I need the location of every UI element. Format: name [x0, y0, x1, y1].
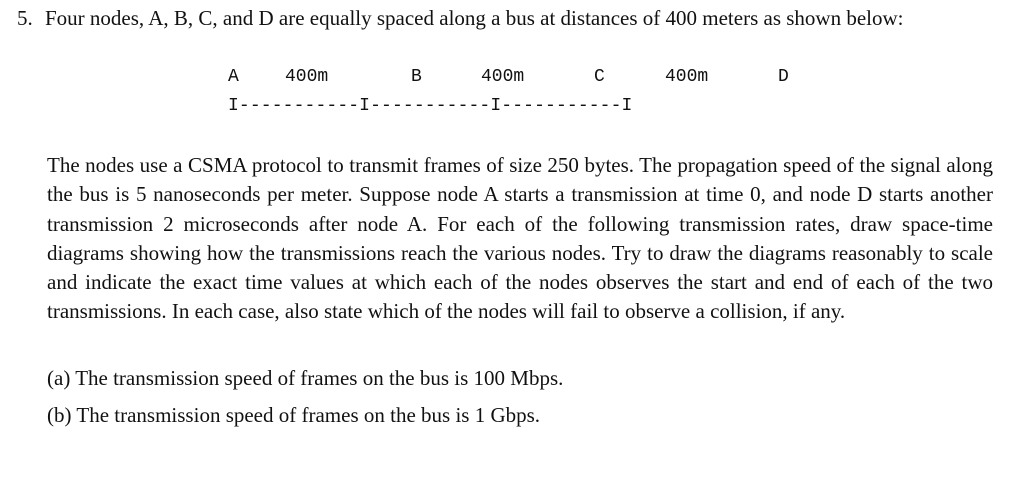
part-a-text: The transmission speed of frames on the bus is 100 Mbps.	[75, 366, 564, 390]
part-b-label: (b)	[47, 403, 72, 427]
distance-label-bc: 400m	[481, 67, 525, 87]
problem-number: 5.	[17, 6, 33, 30]
node-label-a: A	[228, 67, 239, 87]
distance-label-ab: 400m	[285, 67, 329, 87]
problem-statement	[17, 6, 904, 31]
part-b	[47, 403, 540, 428]
bus-line: I-----------I-----------I-----------I	[228, 96, 633, 116]
node-label-b: B	[411, 67, 422, 87]
node-label-c: C	[594, 67, 605, 87]
part-a-label: (a)	[47, 366, 71, 390]
problem-text: Four nodes, A, B, C, and D are equally spaced along a bus at distances of 400 meters as shown below:	[45, 6, 904, 30]
part-b-text: The transmission speed of frames on the bus is 1 Gbps.	[76, 403, 541, 427]
distance-label-cd: 400m	[665, 67, 709, 87]
problem-description: The nodes use a CSMA protocol to transmit frames of size 250 bytes. The propagation speed of the signal along the bus is 5 nanoseconds per meter. Suppose node A starts a transmission at time 0, and node D starts another transmission 2 microseconds after node A. For each of the following transmission rates, draw space-time diagrams showing how the transmissions reach the various nodes. Try to draw the diagrams reasonably to scale and indicate the exact time values at which each of the nodes observes the start and end of each of the two transmissions. In each case, also state which of the nodes will fail to observe a collision, if any.	[47, 153, 993, 324]
part-a	[47, 366, 563, 391]
node-label-d: D	[778, 67, 789, 87]
